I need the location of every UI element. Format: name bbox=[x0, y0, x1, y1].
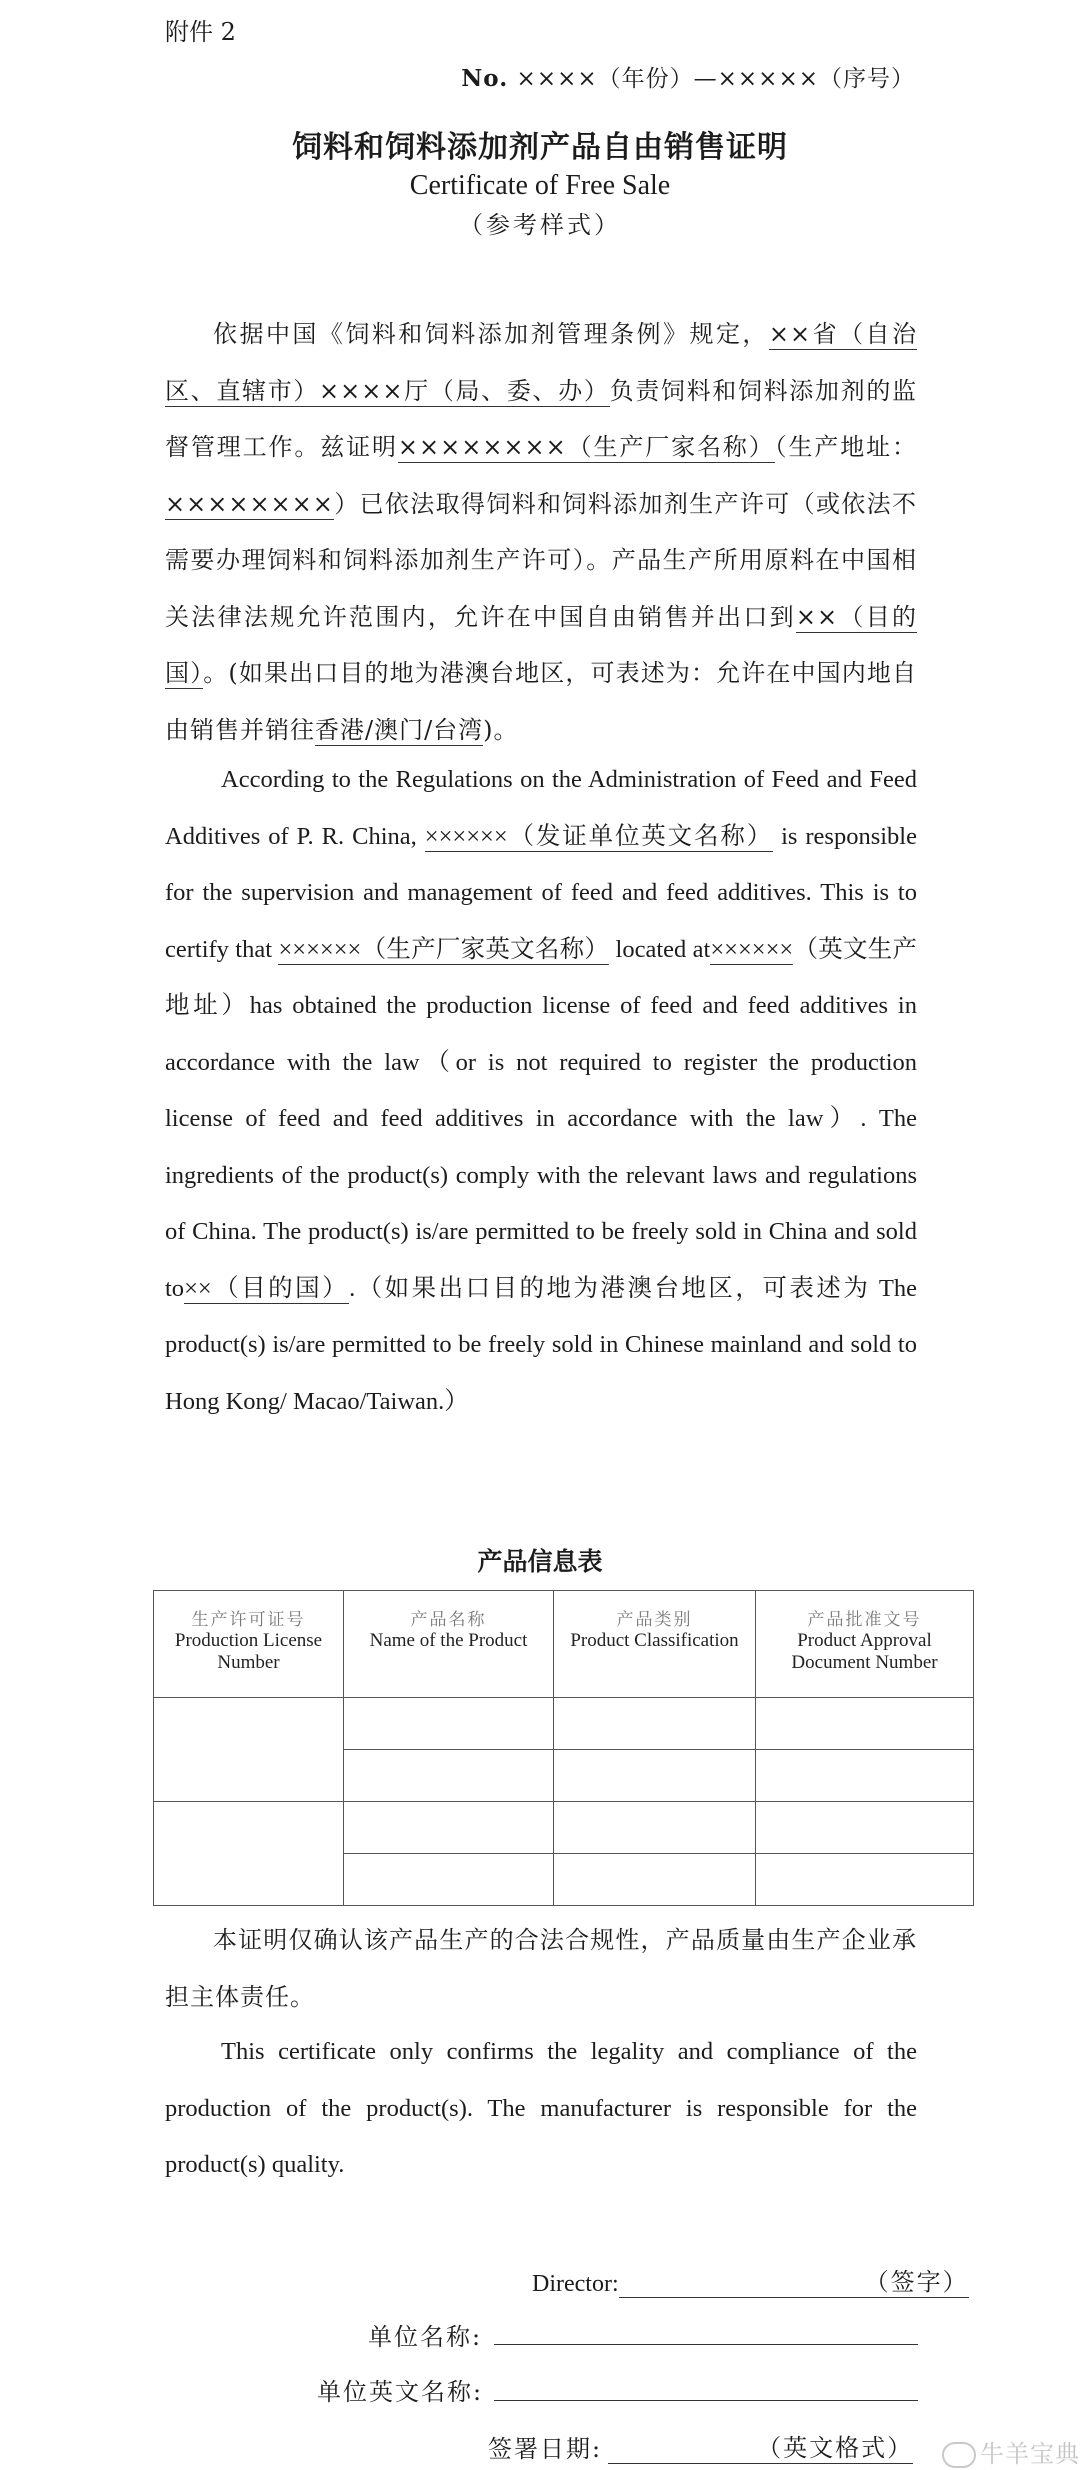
product-info-table bbox=[153, 1590, 974, 1906]
org-english-name-label: 单位英文名称: bbox=[317, 2378, 484, 2406]
title-note: （参考样式） bbox=[459, 211, 621, 239]
manufacturer-placeholder: ××××××××（生产厂家名称） bbox=[397, 433, 775, 461]
table-cell bbox=[756, 1750, 974, 1802]
org-name-label: 单位名称: bbox=[368, 2323, 483, 2351]
org-english-name-field bbox=[494, 2400, 918, 2401]
title-chinese: 饲料和饲料添加剂产品自由销售证明 bbox=[292, 130, 788, 165]
sign-date-label: 签署日期: bbox=[488, 2435, 603, 2463]
table-cell bbox=[344, 1698, 554, 1750]
disclaimer-chinese: 本证明仅确认该产品生产的合法合规性，产品质量由生产企业承担主体责任。 bbox=[165, 1926, 917, 2011]
table-cell bbox=[344, 1854, 554, 1906]
document-number bbox=[461, 60, 915, 93]
col-product-name: 产品名称 Name of the Product bbox=[344, 1591, 554, 1698]
watermark: 牛羊宝典 bbox=[942, 2434, 1080, 2469]
table-cell bbox=[554, 1750, 756, 1802]
table-cell bbox=[756, 1802, 974, 1854]
body-paragraph-english: According to the Regulations on the Administration of Feed and Feed Additives of P. R. China, ××××××（发证单位英文名称） is responsible for the supervision and management of feed and feed additives. This is to certify that ××××××（生产厂家英文名称） located at××××××（英文生产地址）has obtained the production license of feed and feed additives in accordance with the law（or is not required to register the production license of feed and feed additives in accordance with the law）. The ingredients of the product(s) comply with the relevant laws and regulations of China. The product(s) is/are permitted to be freely sold in China and sold to××（目的国）.（如果出口目的地为港澳台地区，可表述为 The product(s) is/are permitted to be freely sold in Chinese mainland and sold to Hong Kong/ Macao/Taiwan.） bbox=[165, 766, 918, 1415]
table-cell bbox=[154, 1698, 344, 1802]
director-signature-line bbox=[532, 2262, 969, 2298]
wechat-icon bbox=[942, 2442, 976, 2468]
table-cell bbox=[344, 1802, 554, 1854]
table-row bbox=[154, 1802, 974, 1854]
region-placeholder: 香港/澳门/台湾 bbox=[315, 715, 484, 744]
body-paragraph-chinese: 依据中国《饲料和饲料添加剂管理条例》规定，××省（自治区、直辖市）××××厅（局、委、办）负责饲料和饲料添加剂的监督管理工作。兹证明××××××××（生产厂家名称）（生产地址：××××××××）已依法取得饲料和饲料添加剂生产许可（或依法不需要办理饲料和饲料添加剂生产许可）。产品生产所用原料在中国相关法律法规允许范围内，允许在中国自由销售并出口到××（目的国）。(如果出口目的地为港澳台地区，可表述为：允许在中国内地自由销售并销往香港/澳门/台湾)。 bbox=[165, 320, 918, 744]
table-cell bbox=[756, 1854, 974, 1906]
manufacturer-en-placeholder: ××××××（生产厂家英文名称） bbox=[278, 935, 610, 963]
sign-date-field: （英文格式） bbox=[608, 2428, 913, 2464]
table-cell bbox=[344, 1750, 554, 1802]
annex-label: 附件 2 bbox=[165, 18, 236, 46]
address-en-placeholder: ×××××× bbox=[710, 935, 794, 963]
doc-no-label: No. bbox=[461, 65, 509, 92]
col-approval-number: 产品批准文号 Product Approval Document Number bbox=[756, 1591, 974, 1698]
address-placeholder: ×××××××× bbox=[165, 489, 334, 518]
issuer-placeholder: ××省（自治区、直辖市）××××厅（局、委、办） bbox=[165, 320, 918, 405]
table-row bbox=[154, 1698, 974, 1750]
director-field: （签字） bbox=[619, 2262, 969, 2298]
destination-placeholder: ××（目的国） bbox=[165, 602, 918, 687]
org-name-line bbox=[368, 2317, 482, 2352]
org-name-field bbox=[494, 2344, 918, 2345]
table-cell bbox=[756, 1698, 974, 1750]
table-cell bbox=[554, 1802, 756, 1854]
table-cell bbox=[554, 1854, 756, 1906]
col-license-number: 生产许可证号 Production License Number bbox=[154, 1591, 344, 1698]
doc-no-value: ××××（年份）—×××××（序号） bbox=[516, 66, 915, 92]
disclaimer-english: This certificate only confirms the legality and compliance of the production of the product(s). The manufacturer is responsible for the product(s) quality. bbox=[165, 2038, 917, 2178]
table-cell bbox=[554, 1698, 756, 1750]
org-english-name-line bbox=[317, 2372, 483, 2407]
issuer-en-placeholder: ××××××（发证单位英文名称） bbox=[424, 822, 774, 850]
table-cell bbox=[154, 1802, 344, 1906]
destination-en-placeholder: ××（目的国） bbox=[184, 1274, 350, 1302]
director-label: Director: bbox=[532, 2271, 619, 2297]
title-english: Certificate of Free Sale bbox=[409, 170, 671, 201]
sign-date-line bbox=[488, 2428, 913, 2464]
table-title: 产品信息表 bbox=[477, 1547, 603, 1576]
table-header-row bbox=[154, 1591, 974, 1698]
col-product-class: 产品类别 Product Classification bbox=[554, 1591, 756, 1698]
